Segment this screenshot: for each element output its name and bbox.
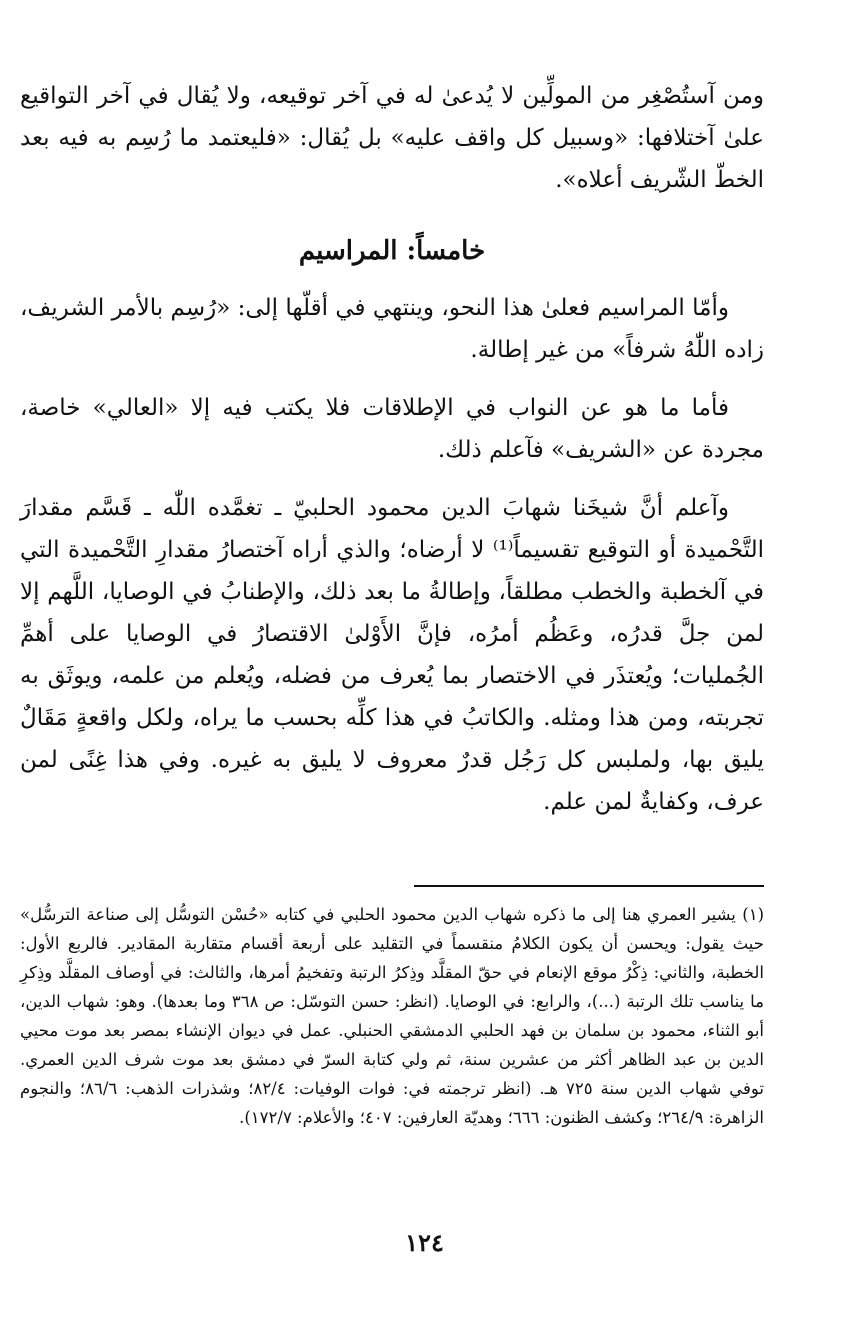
paragraph-4: وآعلم أنَّ شيخَنا شهابَ الدين محمود الحلبيّ ـ تغمَّده اللّٰه ـ قَسَّم مقدارَ التَّحْميدة أو التوقيع تقسيماً⁽¹⁾ لا أرضاه؛ والذي أراه آختصارُ مقدارِ التَّحْميدة التي في آلخطبة والخطب مطلقاً، وإطالةُ ما بعد ذلك، والإطنابُ في الوصايا، اللَّهم إلا لمن جلَّ قدرُه، وعَظُم أمرُه، فإنَّ الأَوْلىٰ الاقتصارُ في الوصايا على أهمِّ الجُمليات؛ ويُعتذَر في الاختصار بما يُعرف من فضله، ويُعلم من علمه، ويوثَق به تجربته، ومن هذا ومثله. والكاتبُ في هذا كلِّه بحسب ما يراه، ولكل واقعةٍ مَقَالٌ يليق بها، ولملبس كل رَجُل قدرٌ معروف لا يليق به غيره. وفي هذا غِنًى لمن عرف، وكفايةٌ لمن علم. — [20, 495, 765, 815]
footnote-separator — [414, 885, 764, 887]
paragraph-1: ومن آستُصْغِر من المولِّين لا يُدعىٰ له في آخر توقيعه، ولا يُقال في آخر التواقيع علىٰ آختلافها: «وسبيل كل واقف عليه» بل يُقال: «فليعتمد ما رُسِم به فيه بعد الخطّ الشّريف أعلاه». — [20, 83, 764, 193]
main-text — [20, 75, 764, 1344]
footnote-1: (١) يشير العمري هنا إلى ما ذكره شهاب الدين محمود الحلبي في كتابه «حُسْن التوسُّل إلى صناعة الترسُّل» حيث يقول: ويحسن أن يكون الكلامُ منقسماً في التقليد على أربعة أقسام متقاربة المقادير. فالربع الأول: الخطبة، والثاني: ذِكْرُ موقع الإنعام في حقّ المقلَّد وذِكرُ الرتبة وتفخيمُ أمرها، والثالث: في أوصاف المقلَّد وذِكرِ ما يناسب تلك الرتبة (...)، والرابع: في الوصايا. (انظر: حسن التوسّل: ص ٣٦٨ وما بعدها). وهو: شهاب الدين، أبو الثناء، محمود بن سلمان بن فهد الحلبي الدمشقي الحنبلي. عمل في ديوان الإنشاء بمصر بعد موت محيي الدين بن عبد الظاهر أكثر من عشرين سنة، ثم ولي كتابة السرّ في دمشق بعد موت شرف الدين العمري. توفي شهاب الدين سنة ٧٢٥ هـ. (انظر ترجمته في: فوات الوفيات: ٨٢/٤؛ وشذرات الذهب: ٨٦/٦؛ والنجوم الزاهرة: ٢٦٤/٩؛ وكشف الظنون: ٦٦٦؛ وهديّة العارفين: ٤٠٧؛ والأعلام: ١٧٢/٧). — [20, 905, 764, 1127]
page-number: ١٢٤ — [405, 1228, 444, 1257]
section-heading: خامساً: المراسيم — [298, 236, 486, 266]
paragraph-3: فأما ما هو عن النواب في الإطلاقات فلا يكتب فيه إلا «العالي» خاصة، مجردة عن «الشريف» فآعلم ذلك. — [20, 395, 764, 463]
paragraph-2: وأمّا المراسيم فعلىٰ هذا النحو، وينتهي في أقلّها إلى: «رُسِم بالأمر الشريف، زاده اللّٰهُ شرفاً» من غير إطالة. — [20, 295, 764, 363]
footnotes — [20, 900, 764, 1132]
